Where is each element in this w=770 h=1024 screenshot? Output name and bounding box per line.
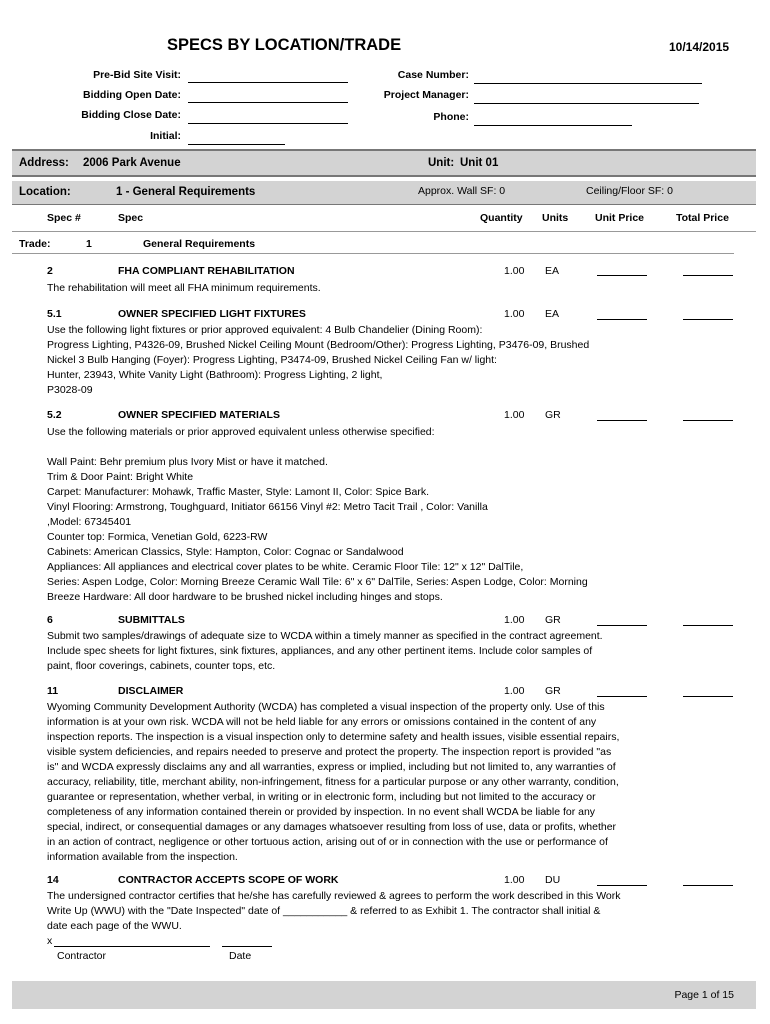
footer-bar xyxy=(12,981,756,1009)
phone-label: Phone: xyxy=(433,111,469,123)
date-signature-line[interactable] xyxy=(222,946,272,947)
col-spec-num: Spec # xyxy=(47,212,81,224)
spec-title: OWNER SPECIFIED LIGHT FIXTURES xyxy=(118,308,306,320)
report-date: 10/14/2015 xyxy=(669,40,730,54)
page-number: Page 1 of 15 xyxy=(674,989,734,1001)
spec-title: OWNER SPECIFIED MATERIALS xyxy=(118,409,280,421)
unit-price-blank[interactable] xyxy=(597,319,647,320)
spec-quantity: 1.00 xyxy=(504,874,525,886)
col-units: Units xyxy=(542,212,569,224)
spec-unit: GR xyxy=(545,409,561,421)
spec-title: SUBMITTALS xyxy=(118,614,185,626)
location-value: 1 - General Requirements xyxy=(116,186,256,198)
unit-price-blank[interactable] xyxy=(597,625,647,626)
spec-description: The undersigned contractor certifies that he/she has carefully reviewed & agrees to perform the work described in this Work Write Up (WWU) with the "Date Inspected" date of ___________ & referred to as Exhibit 1. The contractor shall initial & date each page of the WWU. xyxy=(47,890,621,932)
trade-name: General Requirements xyxy=(143,238,256,250)
unit-price-blank[interactable] xyxy=(597,275,647,276)
spec-description: Use the following materials or prior approved equivalent unless otherwise specified: Wall Paint: Behr premium plus Ivory Mist or have it matched. Trim & Door Paint: Bright White Carpet: Manufacturer: Mohawk, Traffic Master, Style: Lamont II, Color: Spice Bark. Vinyl Flooring: Armstrong, Toughguard, Initiator 66156 Vinyl #2: Metro Tacit Trail , Color: Vanilla ,Model: 67345401 Counter top: Formica, Venetian Gold, 6223-RW Cabinets: American Classics, Style: Hampton, Color: Cognac or Sandalwood Appliances: All appliances and electrical cover plates to be white. Ceramic Floor Tile: 12" x 12" DalTile, Series: Aspen Lodge, Color: Morning Breeze Ceramic Wall Tile: 6" x 6" DalTile, Series: Aspen Lodge, Color: Morning Breeze Hardware: All door hardware to be brushed nickel including hinges and stops. xyxy=(47,426,588,603)
spec-quantity: 1.00 xyxy=(504,685,525,697)
address-value: 2006 Park Avenue xyxy=(83,157,181,169)
spec-description: Use the following light fixtures or prior approved equivalent: 4 Bulb Chandelier (Dining Room): Progress Lighting, P4326-09, Brushed Nickel Ceiling Mount (Bedroom/Other): Progress Lighting, P3476-09, Brushed Nickel 3 Bulb Hanging (Foyer): Progress Lighting, P3474-09, Brushed Nickel Ceiling Fan w/ light: Hunter, 23943, White Vanity Light (Bathroom): Progress Lighting, 2 light, P3028-09 xyxy=(47,324,590,396)
date-label: Date xyxy=(229,950,252,962)
spec-unit: GR xyxy=(545,614,561,626)
col-quantity: Quantity xyxy=(480,212,523,224)
phone-field[interactable] xyxy=(474,125,632,126)
total-price-blank[interactable] xyxy=(683,696,733,697)
spec-quantity: 1.00 xyxy=(504,409,525,421)
wall-sf: Approx. Wall SF: 0 xyxy=(418,185,506,197)
trade-number: 1 xyxy=(86,238,92,250)
spec-description: The rehabilitation will meet all FHA minimum requirements. xyxy=(47,282,321,294)
total-price-blank[interactable] xyxy=(683,420,733,421)
project-manager-field[interactable] xyxy=(474,103,699,104)
spec-title: FHA COMPLIANT REHABILITATION xyxy=(118,265,295,277)
spec-description: Wyoming Community Development Authority (WCDA) has completed a visual inspection of the property only. Use of this information is at your own risk. WCDA will not be held liable for any errors or omissions contained in the content of any inspection reports. The inspection is a visual inspection only to determine safety and health issues, visible essential repairs, visible system deficiencies, and repairs needed to preserve and protect the property. The inspection report is provided "as is" and WCDA expressly disclaims any and all warranties, express or implied, including but not limited to, any warranties of accuracy, reliability, title, merchant ability, non-infringement, fitness for a particular purpose or any other warranty, condition, guarantee or representation, whether verbal, in writing or in electronic form, including but not limited to the accuracy or completeness of any information contained therein or provided by inspection. In no event shall WCDA be liable for any special, indirect, or consequential damages or any damages whatsoever resulting from loss of use, data or profits, whether in an action of contract, negligence or other tortuous action, arising out of or in connection with the use or performance of information available from the inspection. xyxy=(47,701,620,863)
contractor-signature-line[interactable] xyxy=(54,946,210,947)
spec-title: DISCLAIMER xyxy=(118,685,184,697)
pre-bid-site-visit-label: Pre-Bid Site Visit: xyxy=(93,69,181,81)
spec-quantity: 1.00 xyxy=(504,614,525,626)
contractor-label: Contractor xyxy=(57,950,107,962)
location-bar xyxy=(12,181,756,205)
col-spec: Spec xyxy=(118,212,144,224)
pre-bid-site-visit-field[interactable] xyxy=(188,82,348,83)
spec-unit: EA xyxy=(545,265,560,277)
spec-description: Submit two samples/drawings of adequate size to WCDA within a timely manner as specified in the contract agreement. Include spec sheets for light fixtures, sink fixtures, appliances, and any other pertinent items. Include color samples of paint, floor coverings, cabinets, counter tops, etc. xyxy=(47,630,603,672)
address-bar xyxy=(12,149,756,177)
spec-number: 5.2 xyxy=(47,409,62,421)
bidding-open-date-field[interactable] xyxy=(188,102,348,103)
spec-number: 2 xyxy=(47,265,53,277)
case-number-field[interactable] xyxy=(474,83,702,84)
total-price-blank[interactable] xyxy=(683,625,733,626)
location-label: Location: xyxy=(19,186,71,198)
spec-quantity: 1.00 xyxy=(504,308,525,320)
project-manager-label: Project Manager: xyxy=(383,89,469,101)
bidding-open-date-label: Bidding Open Date: xyxy=(83,89,181,101)
unit-value: Unit 01 xyxy=(460,157,499,169)
bidding-close-date-field[interactable] xyxy=(188,123,348,124)
trade-label: Trade: xyxy=(19,238,51,250)
spec-unit: EA xyxy=(545,308,560,320)
spec-unit: GR xyxy=(545,685,561,697)
case-number-label: Case Number: xyxy=(397,69,469,81)
spec-unit: DU xyxy=(545,874,561,886)
unit-price-blank[interactable] xyxy=(597,420,647,421)
spec-number: 5.1 xyxy=(47,308,62,320)
total-price-blank[interactable] xyxy=(683,275,733,276)
spec-title: CONTRACTOR ACCEPTS SCOPE OF WORK xyxy=(118,874,339,886)
col-unit-price: Unit Price xyxy=(595,212,645,224)
spec-number: 11 xyxy=(47,685,59,697)
initial-label: Initial: xyxy=(150,130,181,142)
spec-quantity: 1.00 xyxy=(504,265,525,277)
ceiling-floor-sf: Ceiling/Floor SF: 0 xyxy=(586,185,673,197)
initial-field[interactable] xyxy=(188,144,285,145)
address-label: Address: xyxy=(19,157,69,169)
signature-x-mark: x xyxy=(47,935,53,947)
spec-number: 6 xyxy=(47,614,53,626)
total-price-blank[interactable] xyxy=(683,885,733,886)
bidding-close-date-label: Bidding Close Date: xyxy=(81,109,181,121)
total-price-blank[interactable] xyxy=(683,319,733,320)
page-title: SPECS BY LOCATION/TRADE xyxy=(167,36,402,54)
trade-divider xyxy=(12,253,734,254)
unit-price-blank[interactable] xyxy=(597,696,647,697)
header-divider xyxy=(12,231,756,232)
unit-label: Unit: xyxy=(428,157,455,169)
spec-number: 14 xyxy=(47,874,59,886)
unit-price-blank[interactable] xyxy=(597,885,647,886)
col-total-price: Total Price xyxy=(676,212,729,224)
